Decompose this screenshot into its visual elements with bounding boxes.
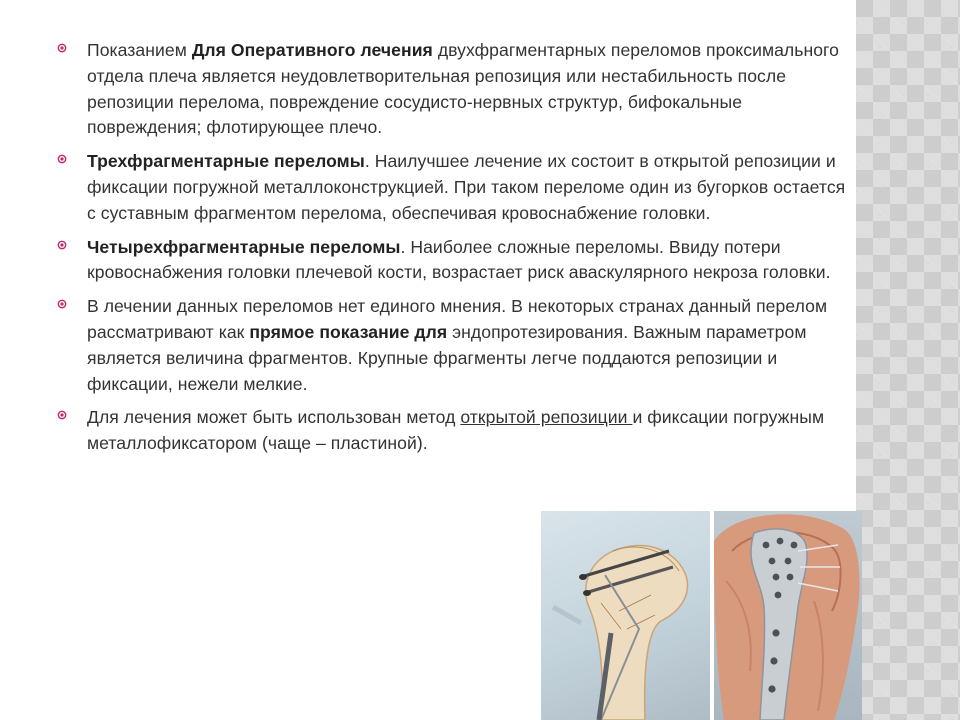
bullet-circle-icon [57,240,67,250]
bullet-circle-icon [57,43,67,53]
bullet-item [56,38,856,141]
bullet-circle-icon [57,154,67,164]
bullet-text-bold: прямое показание для [249,321,448,342]
bullet-text-segment: эндопротезирования. Важным параметром является величина фрагментов. Крупные фрагменты легче поддаются репозиции и фиксации, нежели мелкие. [87,321,807,394]
bullet-text-segment: двухфрагментарных переломов проксимального отдела плеча является неудовлетворительная репозиция или нестабильность после репозиции перелома, повреждение сосудисто-нервных структур, бифокальные повреждения; флотирующее плечо. [87,40,839,138]
bullet-text-bold: Четырехфрагментарные переломы [87,236,401,257]
slide-content [56,38,856,465]
bullet-circle-icon [57,299,67,309]
underlined-text: открытой репозиции [460,407,633,428]
plate-fixation-drawing [714,511,862,720]
bullet-item [56,294,856,397]
bullet-text-segment: Показанием [87,40,192,60]
bullet-text-bold: Трехфрагментарные переломы [87,151,365,172]
bullet-item [56,149,856,226]
wire-fixation-drawing [541,511,710,720]
bullet-text-segment: и фиксации погружным металлофиксатором (чаще – пластиной). [87,407,825,454]
bullet-text-segment: Для лечения может быть использован метод [87,407,461,428]
bullet-text [87,149,856,226]
bullet-text [87,38,856,141]
bullet-text [87,235,856,287]
bullet-text-segment: В лечении данных переломов нет единого мнения. В некоторых странах данный перелом рассматривают как [87,296,828,342]
bullet-item [56,235,856,287]
bullet-text [87,405,856,457]
wire-fixation-illustration [541,511,710,720]
illustration-area [541,511,862,720]
bullet-item [56,405,856,457]
bullet-circle-icon [57,410,67,420]
bullet-text [87,294,856,397]
decorative-side-pattern [856,0,960,720]
bullet-text-segment: . Наилучшее лечение их состоит в открытой репозиции и фиксации погружной металлоконструкцией. При таком переломе один из бугорков остается с суставным фрагментом перелома, обеспечивая кровоснабжение головки. [87,151,846,223]
bullet-text-segment: . Наиболее сложные переломы. Ввиду потери кровоснабжения головки плечевой кости, возрастает риск аваскулярного некроза головки. [87,236,831,283]
bullet-text-bold: Для Оперативного лечения [191,40,433,60]
plate-fixation-illustration [714,511,862,720]
